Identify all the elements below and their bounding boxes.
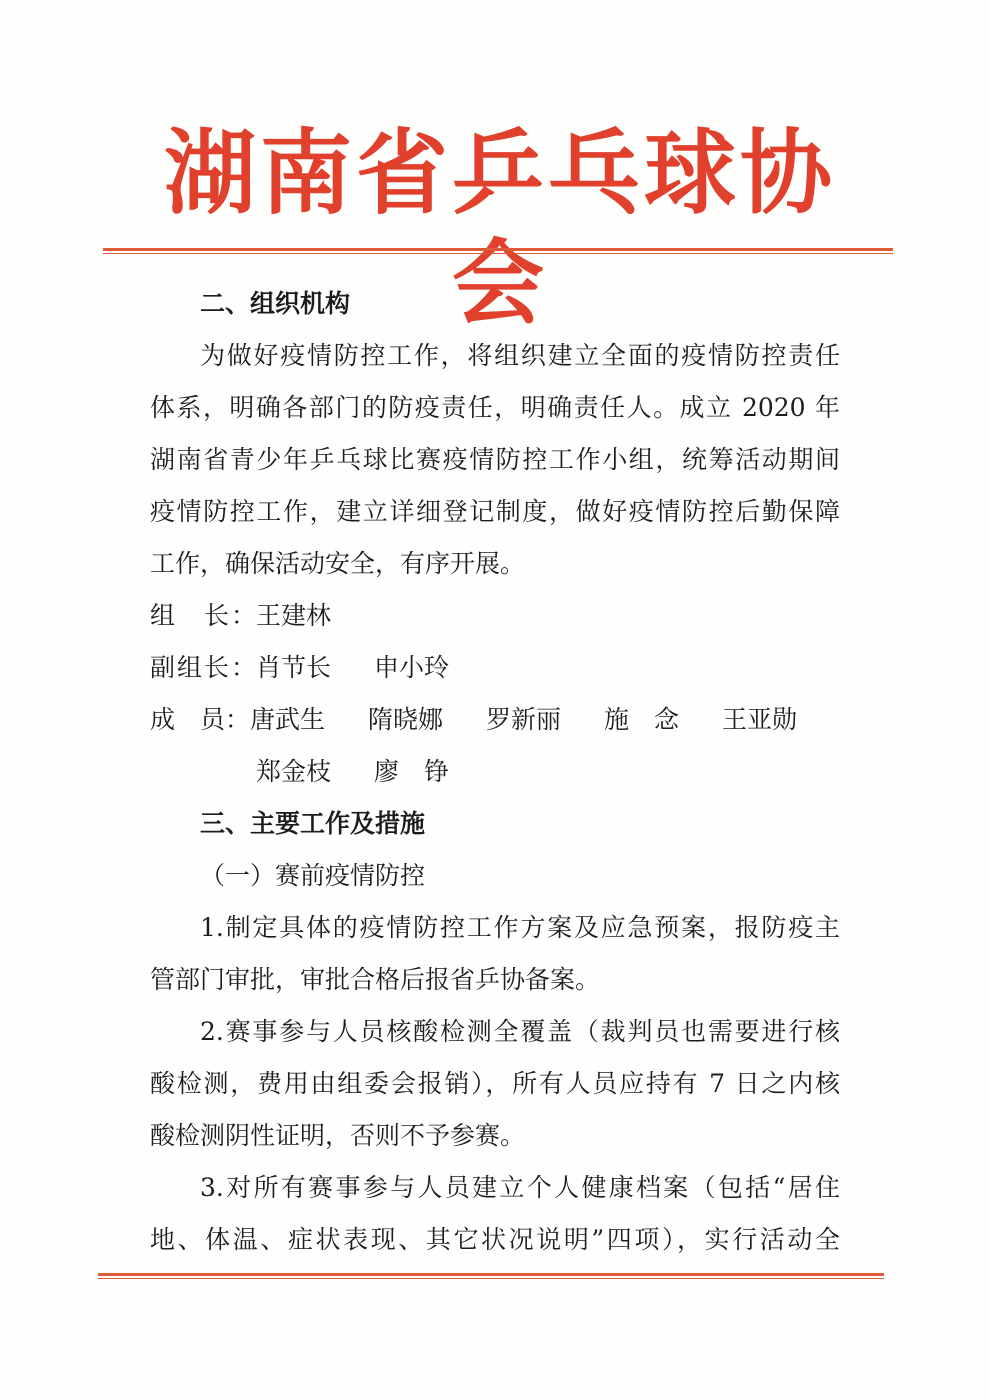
member-name: 施 念 <box>604 705 680 734</box>
paragraph-line: 为做好疫情防控工作，将组织建立全面的疫情防控责任 <box>200 341 840 370</box>
members-row-continued <box>150 746 840 798</box>
leader-row <box>150 590 840 642</box>
paragraph-line: 2.赛事参与人员核酸检测全覆盖（裁判员也需要进行核 <box>200 1017 840 1046</box>
letterhead-title: 湖南省乒乓球协会 <box>163 119 836 337</box>
paragraph-line: 湖南省青少年乒乓球比赛疫情防控工作小组，统筹活动期间 <box>150 445 840 474</box>
member-name: 廖 铮 <box>374 757 450 786</box>
member-name: 罗新丽 <box>486 705 562 734</box>
deputy-row <box>150 642 840 694</box>
leader-name: 王建林 <box>256 601 332 630</box>
paragraph-line: 地、体温、症状表现、其它状况说明”四项），实行活动全 <box>150 1225 840 1254</box>
deputy-name: 申小玲 <box>374 653 450 682</box>
paragraph-line: 工作，确保活动安全，有序开展。 <box>150 549 526 578</box>
member-name: 王亚勋 <box>722 705 798 734</box>
member-name: 郑金枝 <box>256 757 332 786</box>
footer-divider <box>98 1273 884 1279</box>
paragraph-line: 3.对所有赛事参与人员建立个人健康档案（包括“居住 <box>200 1173 840 1202</box>
subsection-heading: （一）赛前疫情防控 <box>200 861 426 890</box>
deputy-label: 副组长： <box>150 653 256 682</box>
paragraph-line: 管部门审批，审批合格后报省乒协备案。 <box>150 965 601 994</box>
paragraph-line: 1.制定具体的疫情防控工作方案及应急预案，报防疫主 <box>200 913 840 942</box>
paragraph-line: 酸检测阴性证明，否则不予参赛。 <box>150 1121 526 1150</box>
paragraph-line: 疫情防控工作，建立详细登记制度，做好疫情防控后勤保障 <box>150 497 840 526</box>
member-name: 隋晓娜 <box>368 705 444 734</box>
member-name: 唐武生 <box>250 705 326 734</box>
paragraph-line: 体系，明确各部门的防疫责任，明确责任人。成立 2020 年 <box>150 393 840 422</box>
members-row <box>150 694 840 746</box>
section-heading-measures: 三、主要工作及措施 <box>200 809 426 838</box>
letterhead-divider <box>103 248 893 254</box>
paragraph-line: 酸检测，费用由组委会报销），所有人员应持有 7 日之内核 <box>150 1069 840 1098</box>
leader-label: 组 长： <box>150 601 256 630</box>
document-body <box>150 278 840 1266</box>
section-heading-organization: 二、组织机构 <box>200 289 351 318</box>
deputy-name: 肖节长 <box>256 653 332 682</box>
members-label: 成 员： <box>150 705 251 734</box>
